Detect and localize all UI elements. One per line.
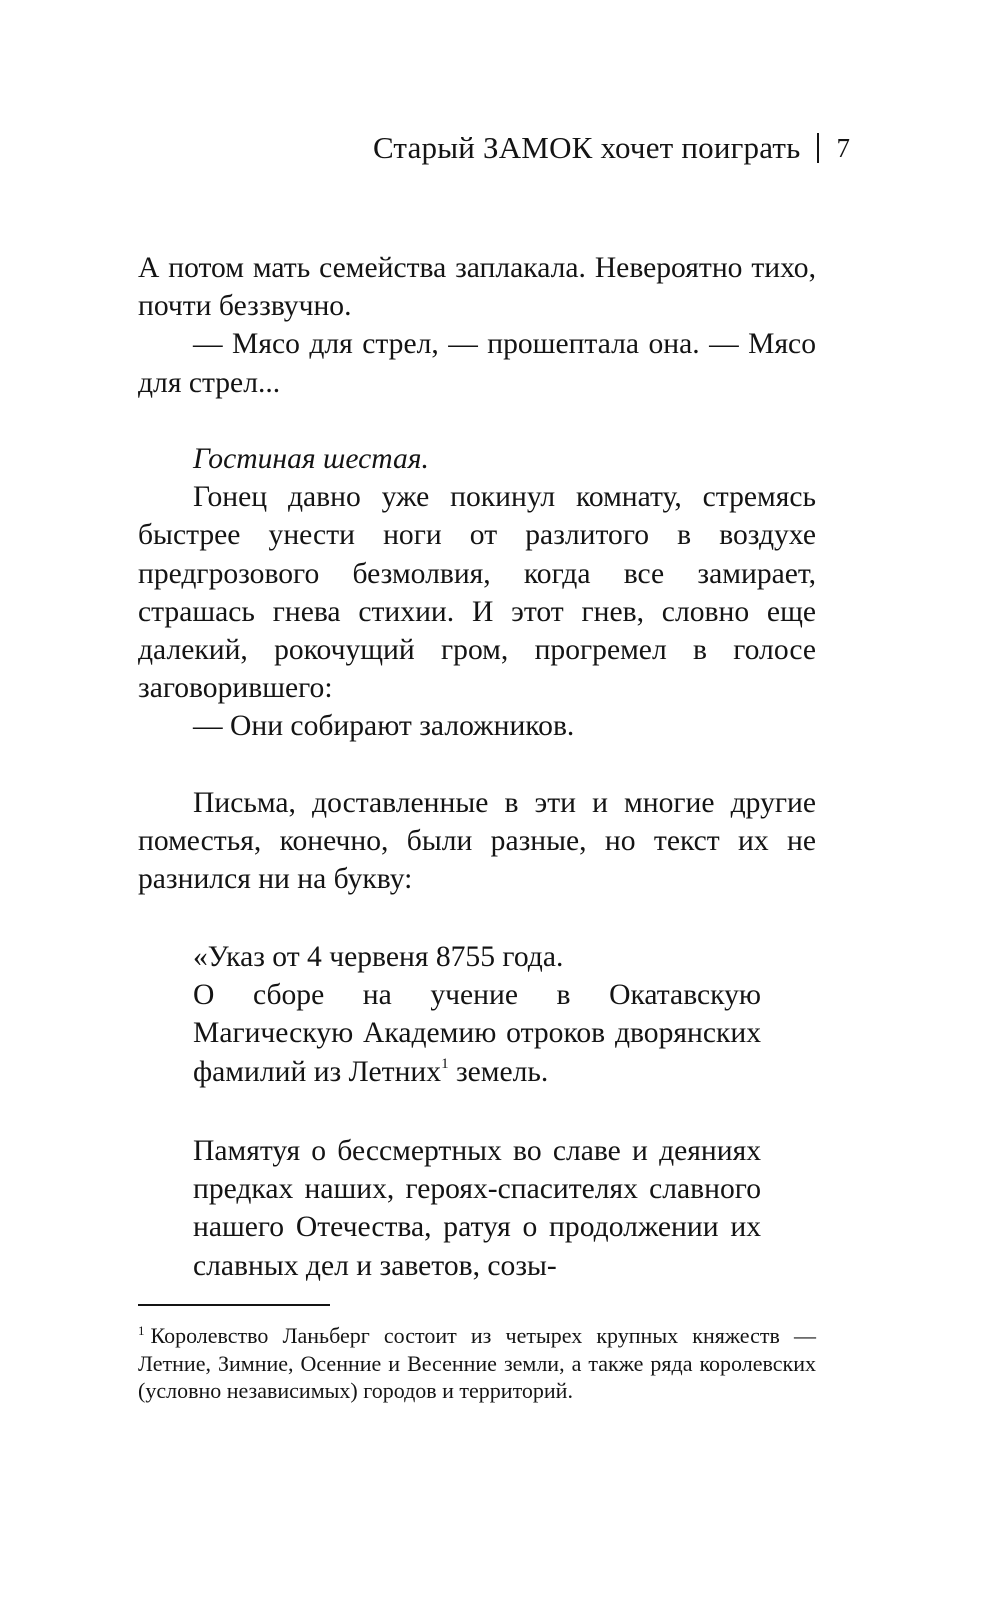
text-block-2 [138, 440, 816, 746]
page-number: 7 [836, 133, 850, 163]
text-block-3 [138, 784, 816, 899]
decree-paragraph: Памятуя о бессмертных во славе и деяниях предках наших, героях-спасителях славного нашего Отечества, ратуя о продолжении их славных дел и заветов, созы- [193, 1135, 761, 1282]
footnote-marker: 1 [138, 1322, 145, 1338]
paragraph-mother-cried: А потом мать семейства заплакала. Невероятно тихо, почти беззвучно. [138, 252, 816, 323]
paragraph-hostages: — Они собирают заложников. [193, 710, 575, 743]
footnote-divider [138, 1304, 330, 1306]
decree-subject [193, 976, 761, 1091]
decree-body-block [193, 1132, 761, 1285]
paragraph-letters: Письма, доставленные в эти и многие другие поместья, конечно, были разные, но текст их не разнился ни на букву: [138, 787, 816, 896]
chapter-title: Старый ЗАМОК хочет поиграть [372, 130, 801, 165]
decree-subject-text: О сборе на учение в Окатавскую Магическую Академию отроков дворянских фамилий из Летних [193, 979, 761, 1088]
running-header [373, 128, 850, 168]
text-block-1 [138, 249, 816, 402]
scene-heading: Гостиная шестая. [193, 443, 429, 475]
decree-heading-block [193, 938, 761, 1091]
paragraph-dialogue-arrows: — Мясо для стрел, — прошептала она. — Мясо для стрел... [138, 328, 816, 399]
paragraph-messenger: Гонец давно уже покинул комнату, стремясь быстрее унести ноги от разлитого в воздухе предгрозового безмолвия, когда все замирает, страшась гнева стихии. И этот гнев, словно еще далекий, рокочущий гром, прогремел в голосе заговорившего: [138, 481, 816, 705]
footnote-text: Королевство Ланьберг состоит из четырех крупных княжеств — Летние, Зимние, Осенние и Весенние земли, а также ряда королевских (условно независимых) городов и территорий. [138, 1323, 816, 1403]
header-separator [817, 133, 819, 163]
footnote [138, 1322, 816, 1405]
decree-subject-end: земель. [448, 1055, 549, 1088]
footnote-reference[interactable]: 1 [441, 1055, 449, 1072]
decree-title: «Указ от 4 червеня 8755 года. [193, 941, 564, 973]
